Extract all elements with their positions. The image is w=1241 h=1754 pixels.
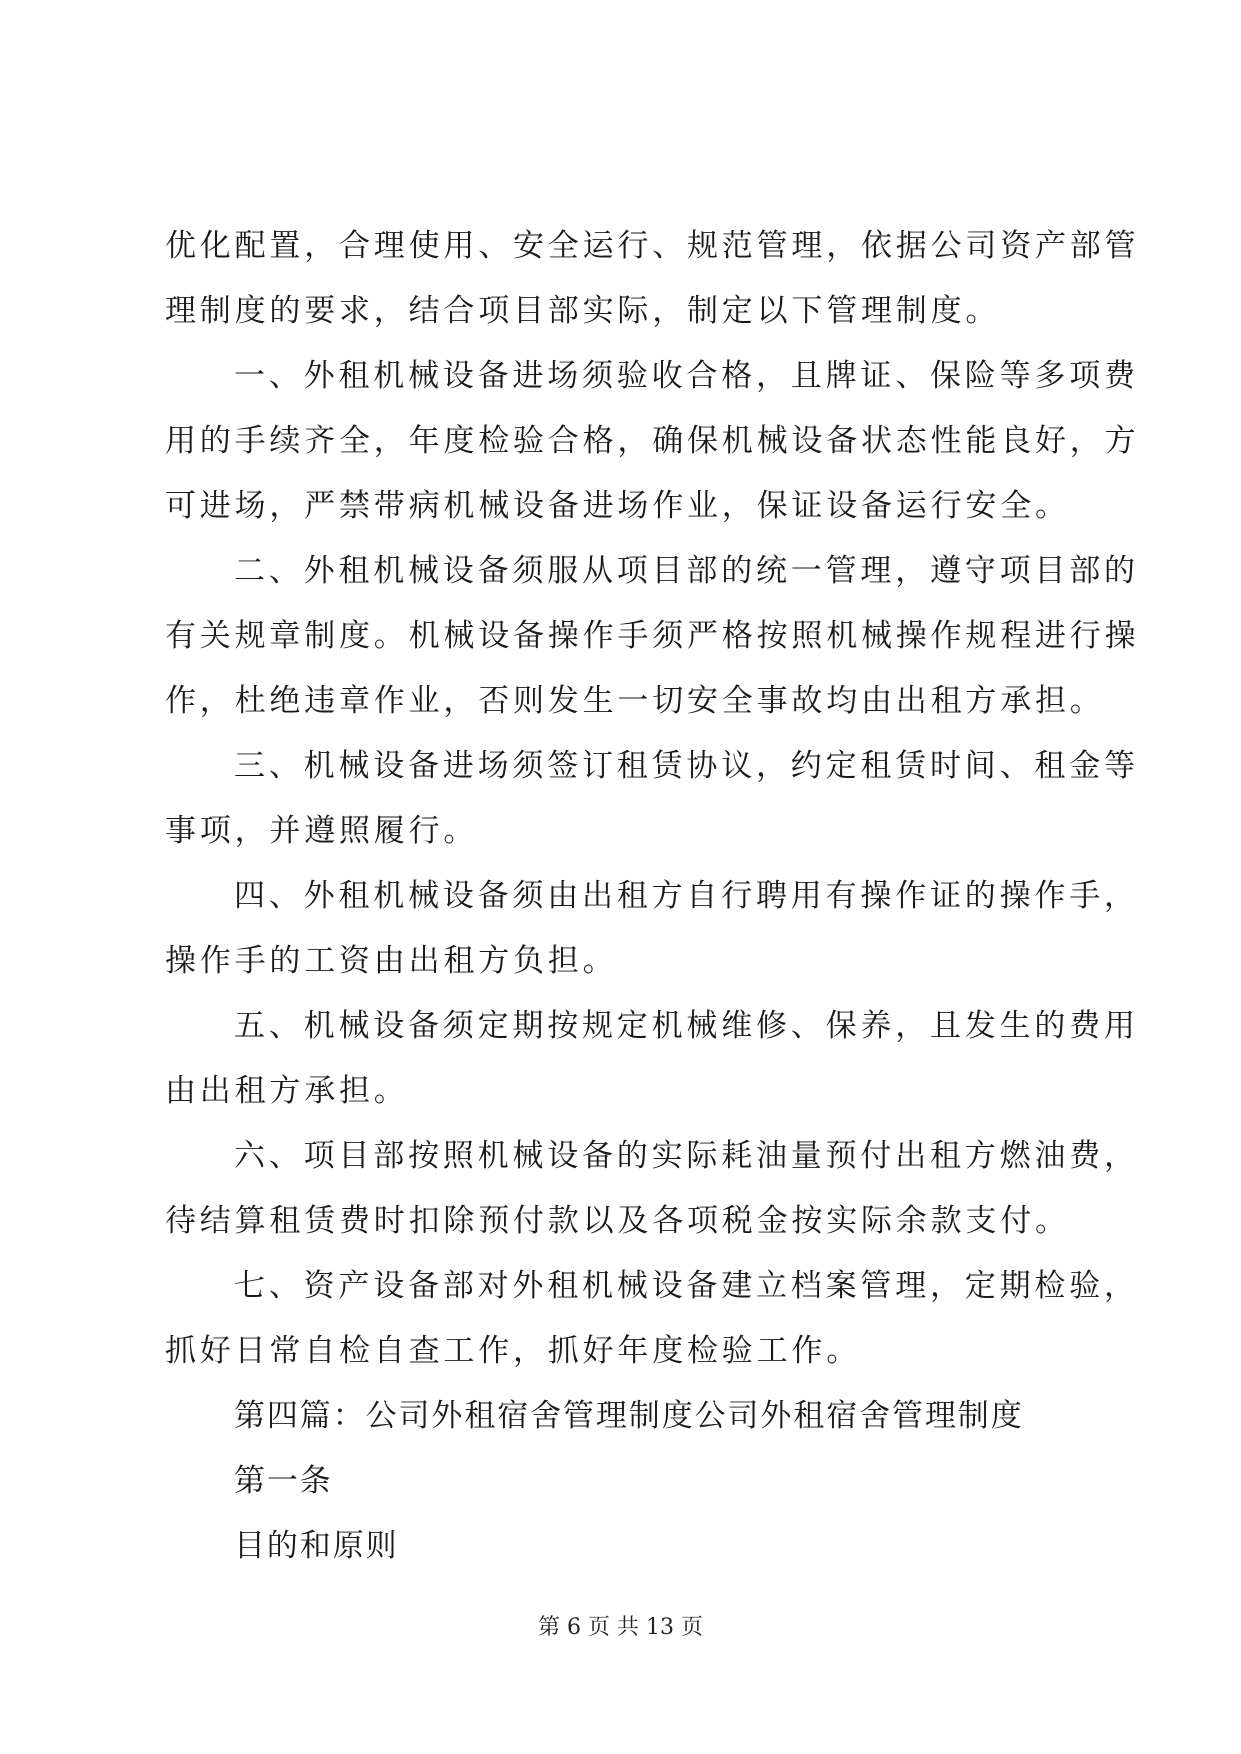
article-number: 第一条 bbox=[234, 1463, 333, 1499]
paragraph-line: 事项，并遵照履行。 bbox=[165, 813, 479, 849]
paragraph-line: 操作手的工资由出租方负担。 bbox=[165, 943, 618, 979]
document-body bbox=[165, 228, 1140, 1593]
paragraph-line: 可进场，严禁带病机械设备进场作业，保证设备运行安全。 bbox=[165, 488, 1070, 524]
paragraph-line: 理制度的要求，结合项目部实际，制定以下管理制度。 bbox=[165, 293, 1001, 329]
paragraph-line: 待结算租赁费时扣除预付款以及各项税金按实际余款支付。 bbox=[165, 1203, 1070, 1239]
paragraph-line: 抓好日常自检自查工作，抓好年度检验工作。 bbox=[165, 1333, 861, 1369]
paragraph-line: 五、机械设备须定期按规定机械维修、保养，且发生的费用 bbox=[234, 1008, 1139, 1044]
paragraph-line: 用的手续齐全，年度检验合格，确保机械设备状态性能良好，方 bbox=[165, 423, 1140, 459]
paragraph-line: 有关规章制度。机械设备操作手须严格按照机械操作规程进行操 bbox=[165, 618, 1140, 654]
article-title: 目的和原则 bbox=[234, 1528, 399, 1564]
paragraph-line: 四、外租机械设备须由出租方自行聘用有操作证的操作手， bbox=[234, 878, 1139, 914]
page-number-footer: 第 6 页 共 13 页 bbox=[538, 1615, 703, 1640]
paragraph-line: 由出租方承担。 bbox=[165, 1073, 409, 1109]
section-heading: 第四篇：公司外租宿舍管理制度公司外租宿舍管理制度 bbox=[234, 1398, 1024, 1434]
paragraph-line: 二、外租机械设备须服从项目部的统一管理，遵守项目部的 bbox=[234, 553, 1139, 589]
paragraph-line: 一、外租机械设备进场须验收合格，且牌证、保险等多项费 bbox=[234, 358, 1139, 394]
paragraph-line: 优化配置，合理使用、安全运行、规范管理，依据公司资产部管 bbox=[165, 228, 1140, 264]
paragraph-line: 六、项目部按照机械设备的实际耗油量预付出租方燃油费， bbox=[234, 1138, 1139, 1174]
paragraph-line: 作，杜绝违章作业，否则发生一切安全事故均由出租方承担。 bbox=[165, 683, 1105, 719]
paragraph-line: 七、资产设备部对外租机械设备建立档案管理，定期检验， bbox=[234, 1268, 1139, 1304]
paragraph-line: 三、机械设备进场须签订租赁协议，约定租赁时间、租金等 bbox=[234, 748, 1139, 784]
